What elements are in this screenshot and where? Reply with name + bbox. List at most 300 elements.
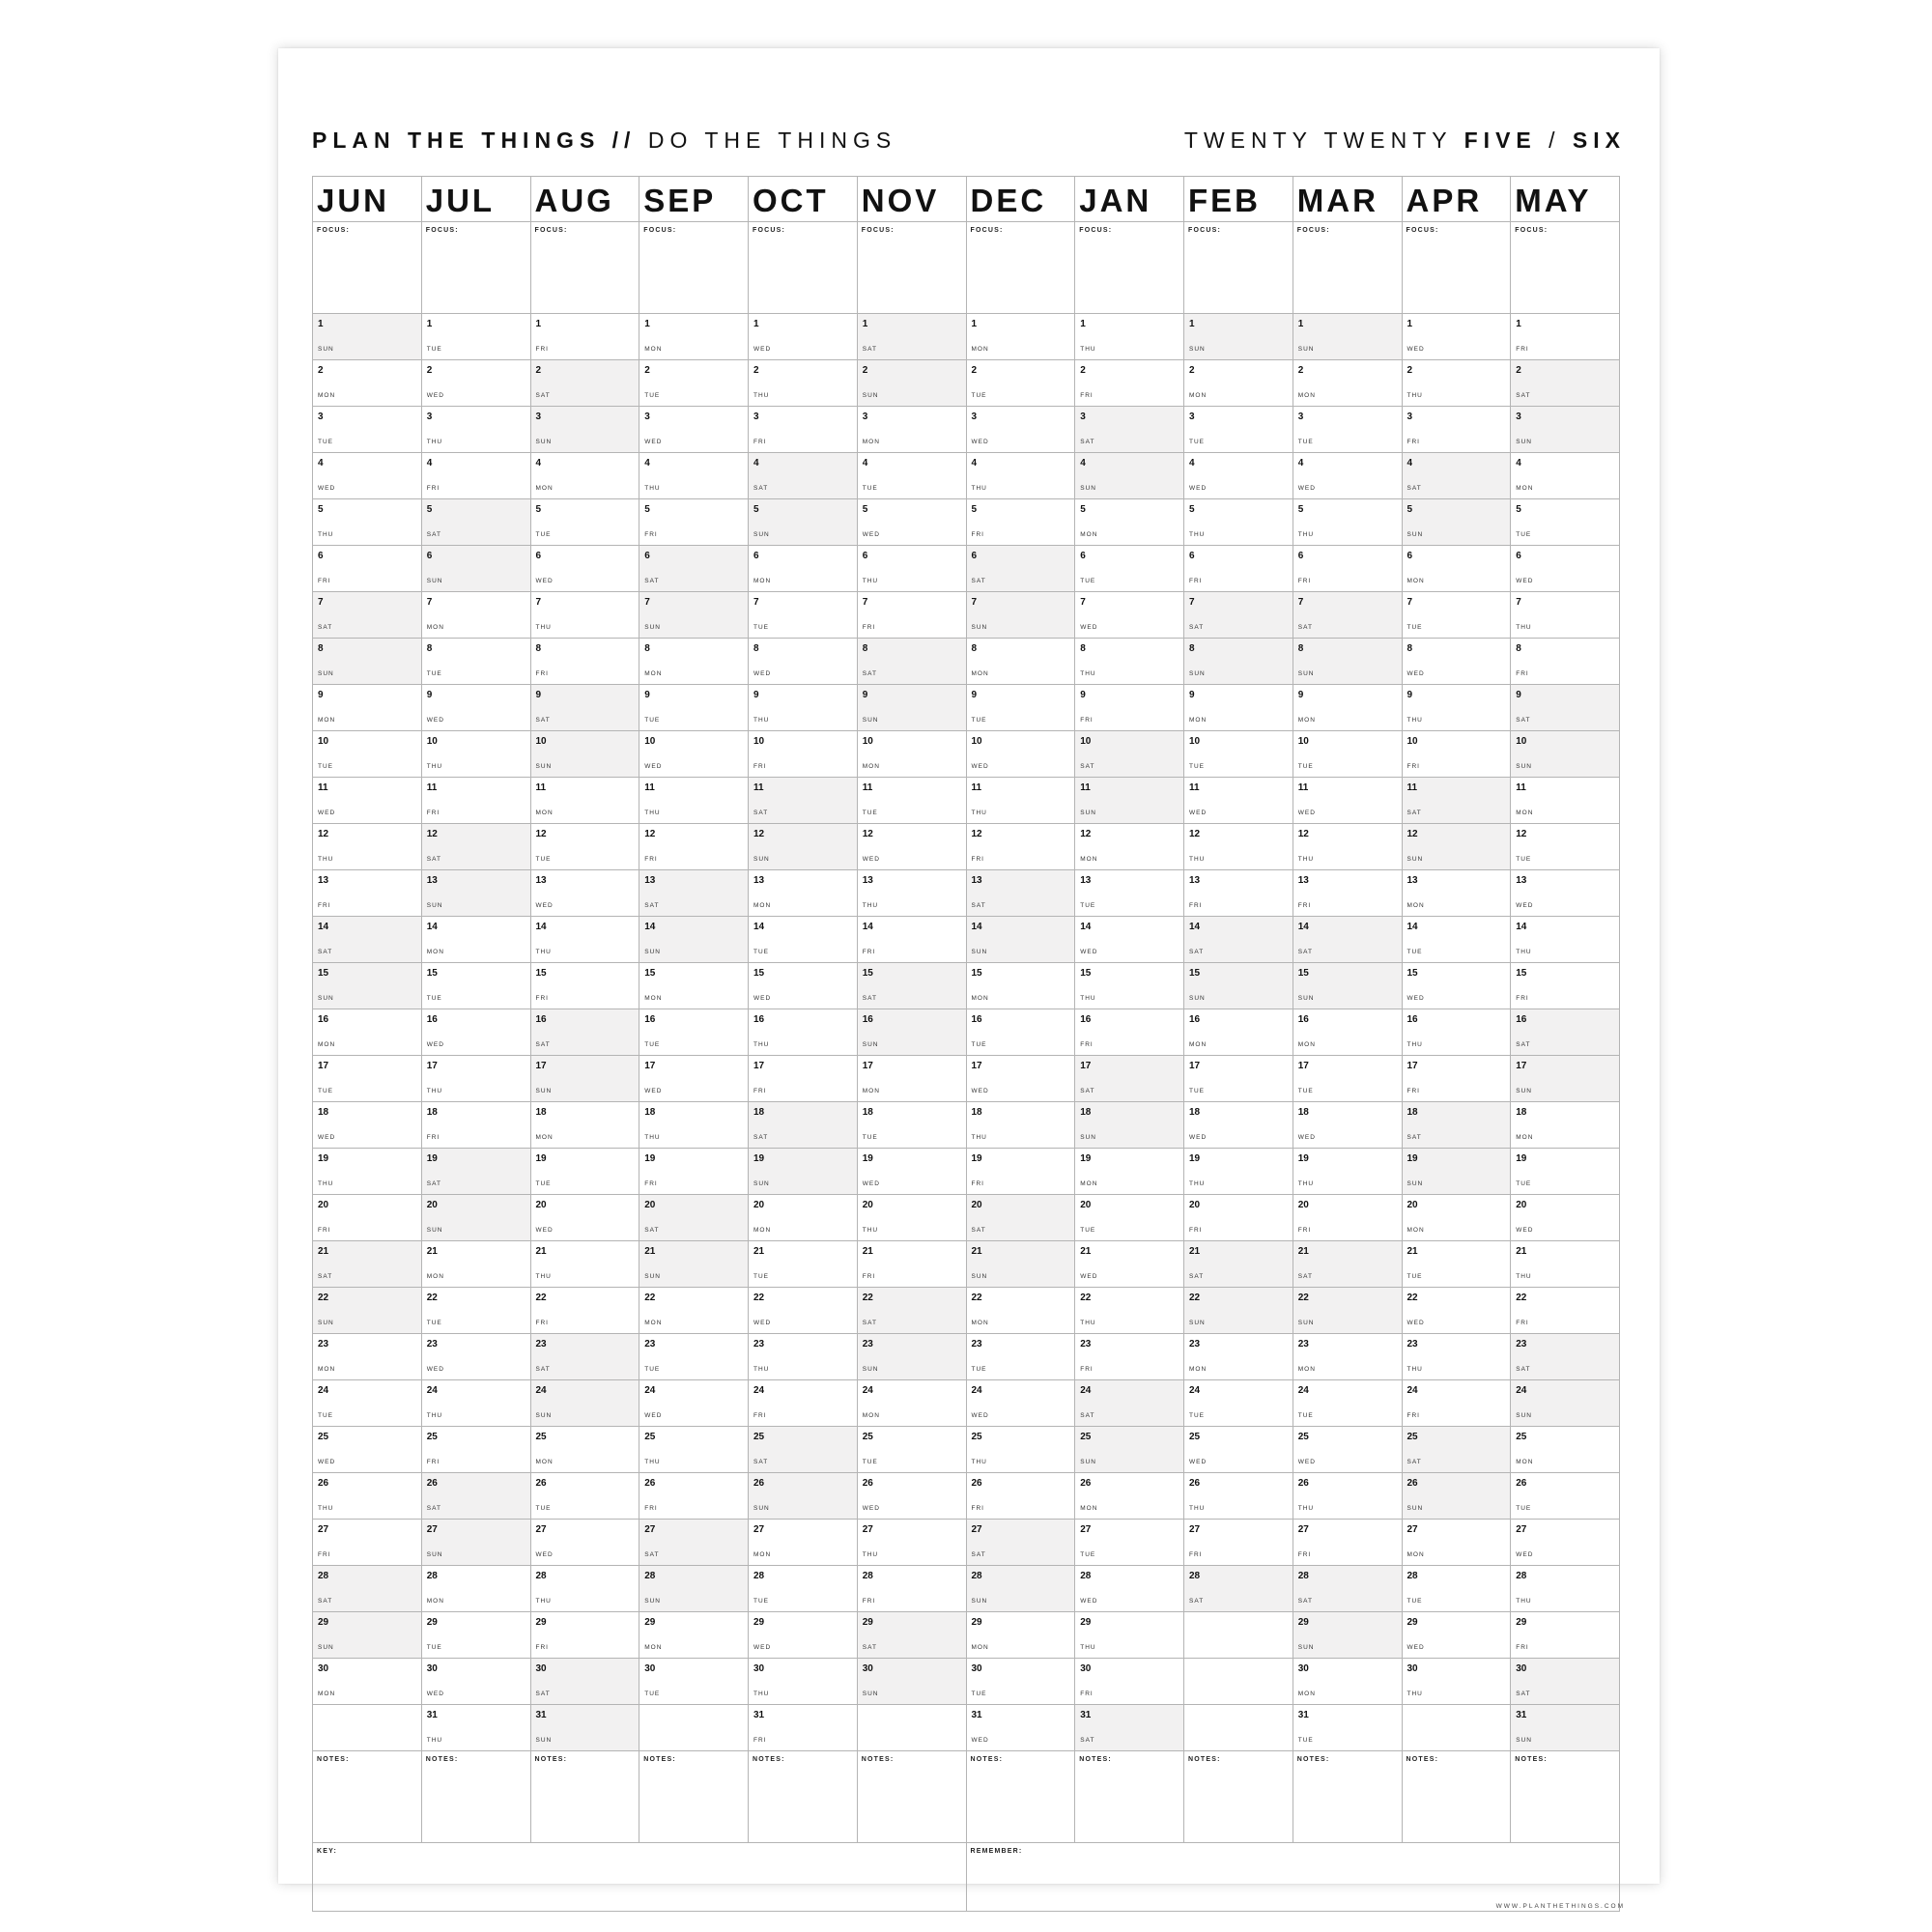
day-number: 24 [1297, 1385, 1309, 1396]
day-number: 4 [644, 458, 650, 469]
day-weekday: THU [1297, 1505, 1315, 1512]
day-number: 8 [1080, 643, 1086, 654]
day-cell [749, 1380, 858, 1427]
day-number: 18 [426, 1107, 438, 1118]
day-cell [639, 1334, 749, 1380]
day-number: 26 [1189, 1478, 1201, 1489]
day-cell [313, 1102, 422, 1149]
day-number: 14 [753, 922, 765, 932]
day-number: 3 [1189, 412, 1195, 422]
day-cell [966, 360, 1075, 407]
day-cell [1075, 314, 1184, 360]
day-number: 11 [644, 782, 655, 793]
day-weekday: THU [753, 1041, 770, 1048]
day-weekday: WED [535, 902, 554, 909]
day-weekday: FRI [1080, 1041, 1094, 1048]
day-number: 10 [1080, 736, 1092, 747]
day-number: 8 [1406, 643, 1413, 654]
day-cell [1511, 963, 1620, 1009]
day-number: 21 [318, 1246, 329, 1257]
day-cell [313, 1705, 422, 1751]
focus-label: FOCUS: [1188, 227, 1222, 234]
day-cell [857, 1334, 966, 1380]
day-cell [1402, 1380, 1511, 1427]
day-cell [530, 1102, 639, 1149]
day-weekday: MON [1080, 1505, 1098, 1512]
day-cell [1184, 1241, 1293, 1288]
month-header-cell [1402, 177, 1511, 222]
day-cell [857, 639, 966, 685]
day-cell [1075, 1195, 1184, 1241]
day-number: 27 [318, 1524, 329, 1535]
day-number: 21 [535, 1246, 547, 1257]
day-cell [857, 453, 966, 499]
focus-cell [749, 222, 858, 314]
remember-cell [966, 1843, 1620, 1912]
day-weekday: SAT [644, 578, 660, 584]
day-weekday: SUN [1297, 1320, 1315, 1326]
day-number: 18 [318, 1107, 329, 1118]
day-cell [1293, 407, 1402, 453]
day-weekday: MON [535, 485, 554, 492]
day-number: 1 [1189, 319, 1195, 329]
day-cell [1293, 1334, 1402, 1380]
day-number: 22 [535, 1293, 547, 1303]
day-weekday: SAT [644, 1551, 660, 1558]
notes-label: NOTES: [1406, 1756, 1439, 1763]
day-weekday: SUN [318, 1644, 334, 1651]
day-number: 10 [1189, 736, 1201, 747]
day-weekday: TUE [1406, 1273, 1423, 1280]
day-cell [421, 870, 530, 917]
day-number: 6 [1406, 551, 1413, 561]
day-cell [421, 778, 530, 824]
day-weekday: SUN [1516, 1088, 1532, 1094]
day-number: 6 [862, 551, 868, 561]
day-cell [749, 1195, 858, 1241]
day-weekday: SUN [1080, 1459, 1096, 1465]
day-weekday: SUN [426, 1227, 443, 1234]
day-cell [1075, 731, 1184, 778]
day-cell [749, 360, 858, 407]
day-cell [857, 1009, 966, 1056]
day-number: 7 [1297, 597, 1304, 608]
header-year-separator: / [1548, 128, 1561, 153]
day-cell [639, 360, 749, 407]
day-weekday: WED [1297, 1459, 1316, 1465]
day-weekday: THU [318, 531, 334, 538]
day-weekday: TUE [1406, 1598, 1423, 1605]
day-weekday: MON [644, 995, 663, 1002]
day-number: 12 [644, 829, 656, 839]
day-cell [313, 1241, 422, 1288]
day-cell [421, 407, 530, 453]
day-weekday: MON [1406, 1227, 1425, 1234]
day-number: 20 [1406, 1200, 1418, 1210]
day-cell [530, 546, 639, 592]
footer-url: WWW.PLANTHETHINGS.COM [1495, 1903, 1625, 1910]
focus-label: FOCUS: [1515, 227, 1548, 234]
header-tagline-bold: PLAN THE THINGS // [312, 128, 637, 153]
day-number: 23 [426, 1339, 438, 1350]
day-cell [1184, 1380, 1293, 1427]
day-number: 16 [535, 1014, 547, 1025]
day-weekday: THU [1297, 856, 1315, 863]
day-cell [1402, 360, 1511, 407]
day-weekday: MON [1297, 717, 1316, 724]
day-weekday: FRI [535, 995, 549, 1002]
day-number: 28 [644, 1571, 656, 1581]
day-number: 23 [862, 1339, 873, 1350]
day-cell [1511, 731, 1620, 778]
header-right [1184, 126, 1626, 155]
day-cell [313, 778, 422, 824]
day-weekday: FRI [1080, 392, 1094, 399]
day-number: 21 [1080, 1246, 1092, 1257]
day-cell [1402, 1473, 1511, 1520]
day-number: 25 [426, 1432, 438, 1442]
day-weekday: WED [753, 1644, 772, 1651]
day-cell [530, 824, 639, 870]
day-number: 29 [535, 1617, 547, 1628]
day-number: 26 [1406, 1478, 1418, 1489]
day-cell [1511, 592, 1620, 639]
day-cell [857, 1241, 966, 1288]
day-weekday: SAT [1516, 1041, 1531, 1048]
day-number: 13 [753, 875, 765, 886]
day-cell [966, 1009, 1075, 1056]
day-number: 21 [971, 1246, 982, 1257]
day-weekday: SAT [971, 578, 986, 584]
day-weekday: SUN [862, 1366, 879, 1373]
day-cell [313, 1566, 422, 1612]
day-number: 14 [862, 922, 873, 932]
day-weekday: FRI [862, 1598, 876, 1605]
header-left [312, 126, 896, 155]
day-number: 15 [862, 968, 873, 979]
day-number: 29 [862, 1617, 873, 1628]
day-number: 11 [971, 782, 982, 793]
day-number: 21 [862, 1246, 873, 1257]
month-header-cell [530, 177, 639, 222]
day-cell [1402, 1520, 1511, 1566]
notes-cell [1075, 1751, 1184, 1843]
day-number: 12 [1406, 829, 1418, 839]
day-number: 23 [318, 1339, 329, 1350]
day-weekday: TUE [1080, 578, 1096, 584]
day-weekday: FRI [753, 439, 767, 445]
day-weekday: THU [753, 1690, 770, 1697]
day-cell [1184, 360, 1293, 407]
day-cell [530, 1009, 639, 1056]
day-cell [1402, 1149, 1511, 1195]
day-weekday: TUE [753, 1598, 769, 1605]
day-number: 5 [1406, 504, 1413, 515]
day-cell [1075, 1241, 1184, 1288]
day-weekday: TUE [426, 1644, 442, 1651]
day-cell [1511, 1520, 1620, 1566]
month-header-cell [966, 177, 1075, 222]
day-cell [749, 453, 858, 499]
day-number: 22 [753, 1293, 765, 1303]
day-number: 23 [535, 1339, 547, 1350]
day-row [313, 1427, 1620, 1473]
day-weekday: SAT [862, 1320, 877, 1326]
day-weekday: WED [971, 1737, 989, 1744]
day-number: 7 [318, 597, 324, 608]
day-weekday: TUE [971, 392, 987, 399]
day-cell [749, 1473, 858, 1520]
focus-row [313, 222, 1620, 314]
day-number: 13 [862, 875, 873, 886]
notes-label: NOTES: [861, 1756, 895, 1763]
day-number: 1 [1516, 319, 1521, 329]
day-number: 11 [1080, 782, 1091, 793]
day-weekday: WED [1297, 485, 1316, 492]
day-number: 8 [426, 643, 433, 654]
day-cell [1184, 453, 1293, 499]
day-row [313, 592, 1620, 639]
day-number: 18 [644, 1107, 656, 1118]
day-weekday: THU [1406, 1366, 1423, 1373]
day-number: 12 [535, 829, 547, 839]
day-row [313, 1612, 1620, 1659]
focus-cell [421, 222, 530, 314]
day-cell [530, 1520, 639, 1566]
day-cell [966, 1288, 1075, 1334]
day-cell [421, 1009, 530, 1056]
focus-cell [639, 222, 749, 314]
notes-label: NOTES: [1188, 1756, 1221, 1763]
day-cell [1184, 1705, 1293, 1751]
day-number: 3 [971, 412, 978, 422]
day-cell [421, 1149, 530, 1195]
day-cell [313, 963, 422, 1009]
day-weekday: FRI [1080, 1690, 1094, 1697]
day-cell [749, 1566, 858, 1612]
day-weekday: THU [1189, 1180, 1206, 1187]
day-weekday: FRI [1516, 346, 1529, 353]
day-row [313, 499, 1620, 546]
day-cell [749, 1149, 858, 1195]
day-number: 29 [1516, 1617, 1527, 1628]
day-number: 14 [1080, 922, 1092, 932]
day-weekday: MON [1406, 1551, 1425, 1558]
day-number: 14 [426, 922, 438, 932]
day-weekday: SAT [318, 949, 333, 955]
day-number: 3 [1080, 412, 1086, 422]
day-cell [639, 499, 749, 546]
day-cell [857, 1566, 966, 1612]
day-number: 21 [1297, 1246, 1309, 1257]
focus-label: FOCUS: [753, 227, 786, 234]
day-weekday: SAT [1297, 624, 1313, 631]
day-number: 19 [1297, 1153, 1309, 1164]
day-number: 3 [535, 412, 542, 422]
day-weekday: MON [1080, 856, 1098, 863]
day-weekday: SUN [753, 856, 770, 863]
day-number: 19 [1516, 1153, 1527, 1164]
day-number: 21 [1516, 1246, 1527, 1257]
header-tagline-light: DO THE THINGS [647, 128, 897, 153]
day-number: 25 [971, 1432, 982, 1442]
day-cell [857, 1195, 966, 1241]
day-cell [1075, 1149, 1184, 1195]
day-weekday: SAT [971, 1551, 986, 1558]
day-number: 11 [1516, 782, 1526, 793]
day-weekday: MON [753, 1227, 772, 1234]
day-cell [1402, 870, 1511, 917]
notes-label: NOTES: [643, 1756, 676, 1763]
day-cell [530, 731, 639, 778]
day-weekday: THU [535, 1273, 552, 1280]
day-cell [639, 314, 749, 360]
day-number: 10 [971, 736, 982, 747]
day-weekday: MON [318, 1041, 336, 1048]
day-weekday: MON [753, 578, 772, 584]
day-weekday: TUE [1516, 1505, 1532, 1512]
day-cell [1075, 1612, 1184, 1659]
day-cell [1075, 546, 1184, 592]
day-cell [530, 1149, 639, 1195]
day-weekday: SUN [1516, 1412, 1532, 1419]
day-weekday: TUE [1297, 1088, 1314, 1094]
day-number: 13 [426, 875, 438, 886]
day-cell [857, 1705, 966, 1751]
day-number: 24 [318, 1385, 329, 1396]
day-weekday: THU [1516, 624, 1532, 631]
day-weekday: WED [971, 1088, 989, 1094]
day-cell [1075, 870, 1184, 917]
day-number: 9 [753, 690, 759, 700]
day-number: 12 [753, 829, 765, 839]
day-weekday: THU [1189, 1505, 1206, 1512]
focus-cell [1075, 222, 1184, 314]
day-cell [857, 963, 966, 1009]
day-weekday: MON [1297, 1366, 1316, 1373]
day-cell [1293, 1195, 1402, 1241]
day-cell [639, 639, 749, 685]
day-cell [1402, 917, 1511, 963]
day-number: 8 [971, 643, 978, 654]
day-weekday: FRI [1516, 1320, 1529, 1326]
day-weekday: SAT [1080, 439, 1095, 445]
day-weekday: MON [1297, 1041, 1316, 1048]
day-weekday: SUN [1297, 670, 1315, 677]
day-cell [1293, 731, 1402, 778]
day-number: 19 [753, 1153, 765, 1164]
day-number: 17 [753, 1061, 765, 1071]
day-number: 22 [1297, 1293, 1309, 1303]
day-cell [857, 314, 966, 360]
day-cell [1075, 1520, 1184, 1566]
day-weekday: TUE [644, 717, 661, 724]
day-number: 18 [862, 1107, 873, 1118]
day-number: 1 [1080, 319, 1086, 329]
day-cell [421, 1705, 530, 1751]
day-cell [639, 870, 749, 917]
day-row [313, 1056, 1620, 1102]
day-row [313, 1195, 1620, 1241]
day-number: 19 [971, 1153, 982, 1164]
day-cell [1075, 499, 1184, 546]
day-cell [1184, 1149, 1293, 1195]
day-number: 20 [318, 1200, 329, 1210]
month-header-cell [421, 177, 530, 222]
day-number: 5 [318, 504, 324, 515]
day-row [313, 1102, 1620, 1149]
day-cell [639, 1056, 749, 1102]
day-weekday: SAT [753, 1134, 769, 1141]
focus-cell [1184, 222, 1293, 314]
notes-cell [421, 1751, 530, 1843]
day-number: 11 [426, 782, 438, 793]
day-weekday: THU [1080, 670, 1096, 677]
day-number: 5 [1080, 504, 1086, 515]
day-number: 3 [426, 412, 433, 422]
day-number: 14 [1297, 922, 1309, 932]
day-weekday: THU [862, 578, 879, 584]
day-cell [749, 870, 858, 917]
day-number: 15 [1516, 968, 1527, 979]
day-weekday: THU [1297, 1180, 1315, 1187]
day-weekday: WED [644, 439, 663, 445]
day-weekday: WED [753, 995, 772, 1002]
day-number: 25 [1406, 1432, 1418, 1442]
day-cell [857, 592, 966, 639]
day-number: 19 [1406, 1153, 1418, 1164]
day-number: 5 [1516, 504, 1521, 515]
day-row [313, 1334, 1620, 1380]
day-weekday: FRI [535, 1320, 549, 1326]
day-number: 5 [1189, 504, 1195, 515]
notes-label: NOTES: [317, 1756, 350, 1763]
day-cell [1184, 1195, 1293, 1241]
day-weekday: SUN [535, 1412, 553, 1419]
day-cell [749, 1334, 858, 1380]
day-cell [639, 1612, 749, 1659]
day-number: 19 [862, 1153, 873, 1164]
day-number: 27 [1406, 1524, 1418, 1535]
day-number: 17 [318, 1061, 329, 1071]
day-number: 24 [535, 1385, 547, 1396]
day-row [313, 685, 1620, 731]
day-cell [966, 1149, 1075, 1195]
day-weekday: MON [318, 1690, 336, 1697]
day-weekday: SUN [318, 670, 334, 677]
day-weekday: TUE [862, 1134, 878, 1141]
day-weekday: TUE [971, 1690, 987, 1697]
day-weekday: WED [1189, 485, 1208, 492]
day-cell [530, 639, 639, 685]
day-number: 25 [318, 1432, 329, 1442]
day-weekday: TUE [1189, 1412, 1205, 1419]
day-weekday: SAT [1516, 392, 1531, 399]
day-number: 9 [862, 690, 868, 700]
day-cell [857, 546, 966, 592]
day-cell [749, 1241, 858, 1288]
day-weekday: THU [426, 1412, 443, 1419]
day-cell [1184, 778, 1293, 824]
month-name: MAR [1296, 183, 1378, 218]
day-cell [1402, 314, 1511, 360]
day-weekday: WED [1189, 1134, 1208, 1141]
day-weekday: MON [535, 810, 554, 816]
day-cell [1184, 499, 1293, 546]
day-number: 11 [862, 782, 873, 793]
day-cell [639, 1149, 749, 1195]
day-cell [313, 360, 422, 407]
